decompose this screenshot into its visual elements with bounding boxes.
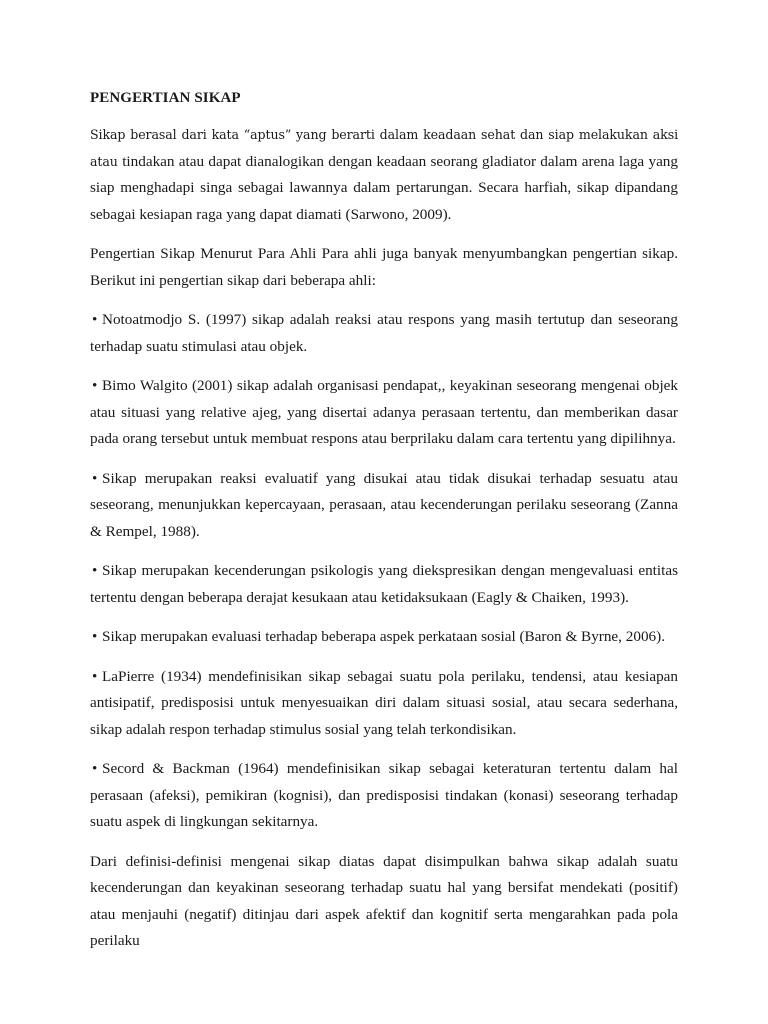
bullet-item-baron-byrne [90, 624, 678, 651]
bullet-text: Sikap merupakan kecenderungan psikologis yang diekspresikan dengan mengevaluasi entitas tertentu dengan beberapa derajat kesukaan atau ketidaksukaan (Eagly & Chaiken, 1993). [90, 562, 678, 606]
bullet-item-walgito [90, 373, 678, 453]
bullet-text: Sikap merupakan reaksi evaluatif yang disukai atau tidak disukai terhadap sesuatu atau seseorang, menunjukkan kepercayaan, perasaan, atau kecenderungan perilaku seseorang (Zanna & Rempel, 1988). [90, 469, 678, 540]
intro-first-line: Sikap berasal dari kata “aptus” yang berarti dalam keadaan sehat dan siap melakukan aksi atau [90, 127, 678, 169]
intro-paragraph [90, 122, 678, 228]
bullet-item-zanna-rempel [90, 466, 678, 546]
bullet-text: Bimo Walgito (2001) sikap adalah organisasi pendapat,, keyakinan seseorang mengenai objek atau situasi yang relative ajeg, yang disertai adanya perasaan tertentu, dan memberikan dasar pada orang tersebut untuk membuat respons atau berprilaku dalam cara tertentu yang dipilihnya. [90, 377, 678, 447]
document-title: PENGERTIAN SIKAP [90, 90, 241, 106]
bullet-text: Sikap merupakan evaluasi terhadap beberapa aspek perkataan sosial (Baron & Byrne, 2006). [102, 628, 665, 645]
conclusion-paragraph: Dari definisi-definisi mengenai sikap diatas dapat disimpulkan bahwa sikap adalah suatu kecenderungan dan keyakinan seseorang terhadap suatu hal yang bersifat mendekati (positif) atau menjauhi (negatif) ditinjau dari aspek afektif dan kognitif serta mengarahkan pada pola perilaku [90, 852, 678, 949]
bullet-text: Secord & Backman (1964) mendefinisikan sikap sebagai keteraturan tertentu dalam hal perasaan (afeksi), pemikiran (kognisi), dan predisposisi tindakan (konasi) seseorang terhadap suatu aspek di lingkungan sekitarnya. [90, 760, 678, 830]
bullet-text: LaPierre (1934) mendefinisikan sikap sebagai suatu pola perilaku, tendensi, atau kesiapan antisipatif, predisposisi untuk menyesuaikan diri dalam situasi sosial, atau secara sederhana, sikap adalah respon terhadap stimulus sosial yang telah terkondisikan. [90, 667, 678, 738]
bullet-item-notoatmodjo [90, 307, 678, 360]
bullet-item-lapierre [90, 664, 678, 744]
bullet-item-secord-backman [90, 756, 678, 836]
bullet-text: Notoatmodjo S. (1997) sikap adalah reaksi atau respons yang masih tertutup dan seseorang terhadap suatu stimulasi atau objek. [90, 311, 678, 355]
bullet-item-eagly-chaiken [90, 558, 678, 611]
intro-rest: tindakan atau dapat dianalogikan dengan keadaan seorang gladiator dalam arena laga yang siap menghadapi singa sebagai lawannya dalam pertarungan. Secara harfiah, sikap dipandang sebagai kesiapan raga yang dapat diamati (Sarwono, 2009). [90, 152, 678, 223]
experts-intro-paragraph: Pengertian Sikap Menurut Para Ahli Para ahli juga banyak menyumbangkan pengertian sikap. Berikut ini pengertian sikap dari beberapa ahli: [90, 245, 678, 289]
document-page [90, 88, 678, 968]
